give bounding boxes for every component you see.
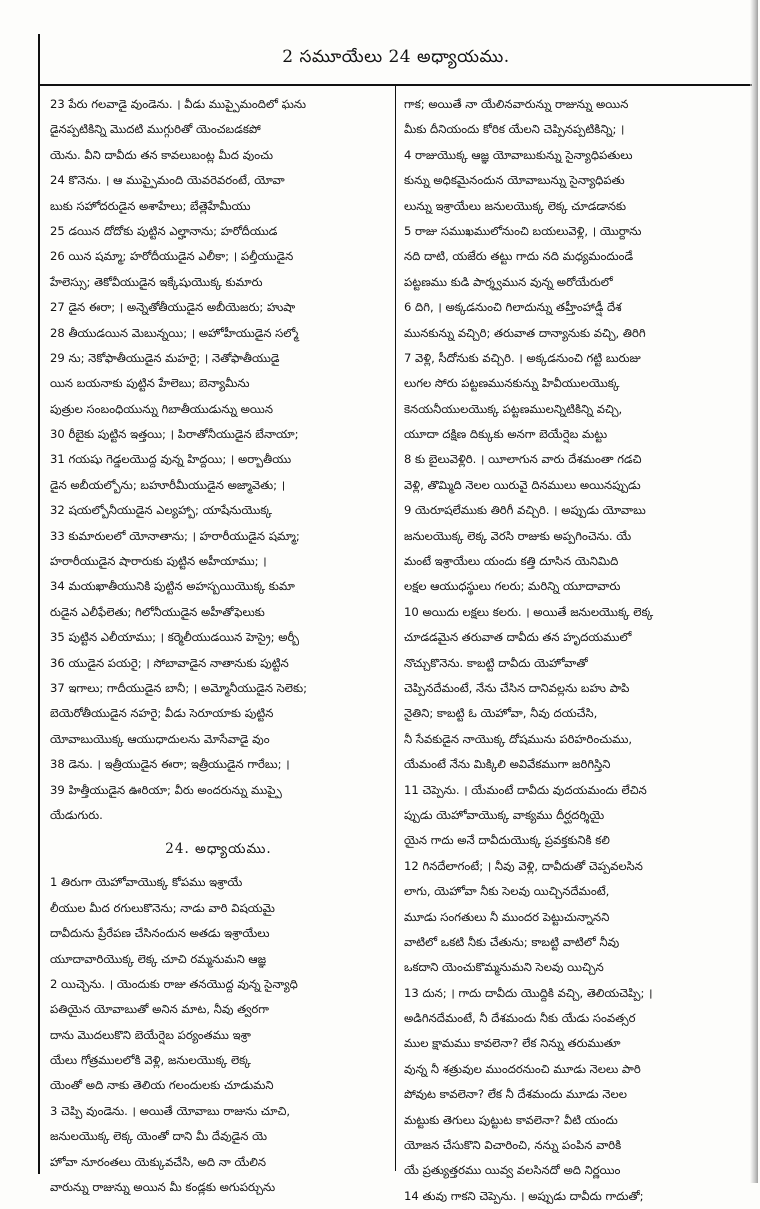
page-title: 2 సమూయేలు 24 అధ్యాయము. bbox=[282, 47, 510, 67]
text-line: లాగు, యెహోవా నీకు సెలవు యిచ్చినదేమంటే, bbox=[404, 884, 610, 899]
text-line: డైనప్పటికిన్ని మొదటి ముగ్గురితో యెంచబడకపో bbox=[50, 122, 261, 137]
text-line: హేలెస్సు; తెకోవీయుడైన ఇక్కేషుయొక్క కుమారు bbox=[50, 274, 263, 289]
text-line: హోవా నూరంతలు యెక్కువచేసి, అది నా యేలిన bbox=[50, 1154, 267, 1169]
text-line: యోవాబుయొక్క ఆయుధాదులను మోసేవాడై వుం bbox=[50, 731, 270, 746]
text-line: దాను మొదలుకొని బెయేర్షెబ పర్యంతము ఇశ్రా bbox=[50, 1027, 251, 1042]
text-line: 13 దున; । గాదు దావీదు యొద్దికి వచ్చి, తెలియచెప్పి; । bbox=[404, 985, 653, 1000]
text-line: బెయెరోతీయుడైన నహరై; వీడు సెరూయాకు పుట్టిన bbox=[50, 706, 274, 721]
text-line: మట్టుకు తెగులు పుట్టుట కావలెనా? వీటి యందు bbox=[404, 1112, 618, 1127]
text-line: 7 వెళ్లి, సీదోనుకు వచ్చిరి. । అక్కడనుంచి గట్టి బురుజు bbox=[404, 350, 641, 365]
text-line: హరారీయుడైన షారారుకు పుట్టిన అహీయాము; । bbox=[50, 554, 267, 569]
text-line: 3 చెప్పి వుండెను. । అయితే యోవాబు రాజును చూచి, bbox=[50, 1103, 291, 1118]
text-line: లీయుల మీద రగులుకొనెను; నాడు వారి విషయమై bbox=[50, 900, 275, 915]
text-line: మంటే ఇశ్రాయేలు యందు కత్తి దూసిన యెనిమిది bbox=[404, 554, 619, 569]
text-line: వాటిలో ఒకటి నీకు చేతును; కాబట్టి వాటిలో నీవు bbox=[404, 934, 620, 949]
text-line: 5 రాజు సముఖములోనుంచి బయలువెళ్లి, । యొర్దాను bbox=[404, 223, 642, 238]
text-line: లున్ను ఇశ్రాయేలు జనులయొక్క లెక్క చూడడానకు bbox=[404, 198, 627, 213]
text-line: ఒకదాని యెంచుకొమ్మనుమని సెలవు యిచ్చిన bbox=[404, 960, 604, 975]
text-line: బుకు సహోదరుడైన అశాహేలు; బేత్లెహేమీయు bbox=[50, 198, 251, 213]
text-line: యెను. వీని దావీదు తన కావలుబంట్ల మీద వుంచు bbox=[50, 147, 273, 162]
text-line: యేలు గోత్రములలోకి వెళ్లి, జనులయొక్క లెక్క bbox=[50, 1053, 251, 1068]
text-line: 6 దిగి, । అక్కడనుంచి గిలాదున్ను తహ్తీంహాడ్షీ దేశ bbox=[404, 300, 622, 315]
text-columns bbox=[40, 86, 752, 1203]
text-line: లక్షల ఆయుధస్థులు గలరు; మరిన్ని యూదావారు bbox=[404, 579, 621, 594]
text-line: యోజన చేసుకొని విచారించి, నన్ను పంపిన వారికి bbox=[404, 1138, 622, 1153]
chapter-heading: 24. అధ్యాయము. bbox=[165, 841, 272, 858]
text-line: 37 ఇగాలు; గాదీయుడైన బానీ; । అమ్మోనీయుడైన సెలెకు; bbox=[50, 680, 307, 695]
text-line: 11 చెప్పెను. । యేమంటే దావీదు వుదయమందు లేచిన bbox=[404, 782, 647, 797]
text-line: యేమంటే నేను మిక్కిలి అవివేకముగా జరిగిస్తిని bbox=[404, 757, 611, 772]
text-line: 31 గయషు గెడ్డలయొద్ద వున్న హిద్దయి; । అర్బాతీయు bbox=[50, 452, 292, 467]
text-line: పుత్రుల సంబంధియున్ను గిబాతీయుడున్ను అయిన bbox=[50, 401, 273, 416]
text-line: యేడుగురు. bbox=[50, 807, 103, 822]
text-line: పోవుట కావలెనా? లేక నీ దేశమందు మూడు నెలల bbox=[404, 1087, 627, 1102]
text-line: చూడడమైన తరువాత దావీదు తన హృదయములో bbox=[404, 630, 632, 645]
text-line: 24 కొనెను. । ఆ ముప్పైమంది యెవరెవరంటే, యోవా bbox=[50, 173, 285, 188]
text-line: యూదావారియొక్క లెక్క చూచి రమ్మనుమని ఆజ్ఞ bbox=[50, 951, 267, 966]
text-line: 30 రీబైకు పుట్టిన ఇత్తయి; । పిరాతోనీయుడైన బేనాయా; bbox=[50, 427, 299, 442]
text-line: కెనయనీయులయొక్క పట్టణములన్నిటికిన్ని వచ్చి, bbox=[404, 401, 623, 416]
text-line: 28 తీయుడయిన మెబున్నయి; । అహోహీయుడైన సల్మో bbox=[50, 325, 299, 340]
text-line: నైతిని; కాబట్టి ఓ యెహోవా, నీవు దయచేసి, bbox=[404, 706, 598, 721]
left-column bbox=[40, 86, 396, 1195]
text-line: 35 పుట్టిన ఎలీయాము; । కర్మెలీయుడయిన హెస్రై; అర్బీ bbox=[50, 630, 300, 645]
text-line: రుడైన ఎలీఫేలెతు; గిలోనీయుడైన అహీతోఫెలుకు bbox=[50, 604, 265, 619]
text-line: 29 ను; నెకోఫాతీయుడైన మహరై; । నెతోఫాతీయుడై bbox=[50, 350, 280, 365]
text-line: ముల క్షామము కావలెనా? లేక నిన్ను తరుముతూ bbox=[404, 1036, 621, 1051]
text-line: మీకు దీనియందు కోరిక యేలని చెప్పినప్పటికిన్ని; । bbox=[404, 122, 625, 137]
text-line: వారున్ను రాజున్ను అయిన మీ కండ్లకు అగుపర్చును bbox=[50, 1180, 276, 1195]
text-line: ప్పుడు యెహోవాయొక్క వాక్యము దీర్ఘదర్శియై bbox=[404, 807, 605, 822]
text-line: 25 డయిన దోదోకు పుట్టిన ఎల్హానాను; హరోదీయుడ bbox=[50, 223, 278, 238]
text-line: గాక; అయితే నా యేలినవారున్ను రాజున్ను అయిన bbox=[404, 97, 629, 111]
text-line: 39 హిత్తీయుడైన ఊరియా; వీరు అందరున్ను ముప్పై bbox=[50, 782, 282, 797]
text-line: 2 యిచ్చెను. । యెందుకు రాజు తనయొద్ద వున్న సైన్యాధి bbox=[50, 976, 298, 991]
text-line: 14 తువు గాకని చెప్పెను. । అప్పుడు దావీదు గాదుతో; bbox=[404, 1188, 644, 1203]
text-line: 8 కు బైలువెళ్లిరి. । యీలాగున వారు దేశమంతా గడచి bbox=[404, 452, 642, 467]
text-line: నీ సేవకుడైన నాయొక్క దోషమును పరిహరించుము, bbox=[404, 731, 633, 746]
text-line: 10 అయిదు లక్షలు కలరు. । అయితే జనులయొక్క లెక్క bbox=[404, 604, 654, 619]
text-line: 9 యెరూషలేముకు తిరిగీ వచ్చిరి. । అప్పుడు యోవాబు bbox=[404, 503, 646, 518]
text-line: డైన అబీయల్బోను; బహూరీమీయుడైన అజ్మావెతు; । bbox=[50, 477, 286, 492]
page bbox=[38, 34, 752, 1203]
text-line: యే ప్రత్యుత్తరము యివ్వ వలసినదో అది నిర్ణయిం bbox=[404, 1163, 621, 1178]
right-column bbox=[396, 86, 752, 1203]
text-line: కున్ను అధికమైనందున యోవాబున్ను సైన్యాధిపతు bbox=[404, 173, 625, 188]
text-line: లుగల సోరు పట్టణమునకున్ను హివీయులయొక్క bbox=[404, 376, 620, 391]
text-line: పతియైన యోవాబుతో అనిన మాట, నీవు త్వరగా bbox=[50, 1002, 269, 1017]
text-line: నది దాటి, యజేరు తట్టు గాదు నది మధ్యమందుండే bbox=[404, 249, 634, 264]
text-line: 32 షయల్బోనీయుడైన ఎల్యహ్బా; యాషేనుయొక్క bbox=[50, 503, 272, 518]
page-edge-shadow bbox=[750, 0, 758, 1183]
text-line: 1 తిరుగా యెహోవాయొక్క కోపము ఇశ్రాయే bbox=[50, 875, 243, 890]
text-line: పట్టణము కుడి పార్శ్వమున వున్న అరోయేరులో bbox=[404, 274, 613, 289]
text-line: అడిగినదేమంటే, నీ దేశమందు నీకు యేడు సంవత్సర bbox=[404, 1011, 636, 1026]
text-line: 26 యిన షమ్మా; హరోదీయుడైన ఎలీకా; । పల్తీయుడైన bbox=[50, 249, 294, 264]
text-line: యైన గాదు అనే దావీదుయొక్క ప్రవక్తకునికి కలి bbox=[404, 833, 610, 848]
text-line: యూదా దక్షిణ దిక్కుకు అనగా బెయేర్షెబ మట్టు bbox=[404, 427, 608, 442]
text-line: యిన బయనాకు పుట్టిన హేలెబు; బెన్యామీను bbox=[50, 376, 250, 391]
text-line: 36 యుడైన పయరై; । సోబావాడైన నాతానుకు పుట్టిన bbox=[50, 655, 289, 670]
text-line: నొచ్చుకొనెను. కాబట్టి దావీదు యెహోవాతో bbox=[404, 655, 588, 670]
text-line: వెళ్లి, తొమ్మిది నెలల యిరువై దినములు అయినప్పుడు bbox=[404, 477, 641, 492]
text-line: యెంతో అది నాకు తెలియ గలందులకు చూడుమని bbox=[50, 1078, 274, 1093]
text-line: 23 పేరు గలవాడై వుండెను. । వీడు ముప్పైమందిలో ఘను bbox=[50, 97, 307, 111]
text-line: చెప్పినదేమంటే, నేను చేసిన దానివల్లను బహు పాపి bbox=[404, 680, 630, 695]
text-line: జనులయొక్క లెక్క వెరసి రాజుకు అప్పగించెను. యే bbox=[404, 528, 632, 543]
text-line: 12 గినదేలాగంటే; । నీవు వెళ్లి, దావీదుతో చెప్పవలసిన bbox=[404, 858, 643, 873]
text-line: 33 కుమారులలో యోనాతాను; । హరారీయుడైన షమ్మా; bbox=[50, 528, 300, 543]
text-line: మూడు సంగతులు నీ ముందర పెట్టుచున్నానని bbox=[404, 909, 610, 924]
text-line: జనులయొక్క లెక్క యెంతో దాని మీ దేవుడైన యె bbox=[50, 1129, 267, 1144]
text-line: 4 రాజుయొక్క ఆజ్ఞ యోవాబుకున్ను సైన్యాధిపతులు bbox=[404, 147, 633, 162]
text-line: వున్న నీ శత్రువుల ముందరనుంచి మూడు నెలలు పారి bbox=[404, 1061, 641, 1076]
text-line: 34 మయఖాతీయునికి పుట్టిన అహస్బయియొక్క కుమా bbox=[50, 579, 295, 594]
text-line: 27 డైన ఈరా; । అన్నెతోతీయుడైన అబీయెజరు; హుషా bbox=[50, 300, 296, 315]
text-line: మునకున్ను వచ్చిరి; తరువాత దాన్యానుకు వచ్చి, తిరిగి bbox=[404, 325, 646, 340]
page-header bbox=[40, 34, 752, 86]
text-line: 38 డెను. । ఇత్రీయుడైన ఈరా; ఇత్రీయుడైన గారేబు; । bbox=[50, 757, 290, 772]
text-line: దావీదును ప్రేరేపణ చేసినందున అతడు ఇశ్రాయేలు bbox=[50, 926, 270, 941]
